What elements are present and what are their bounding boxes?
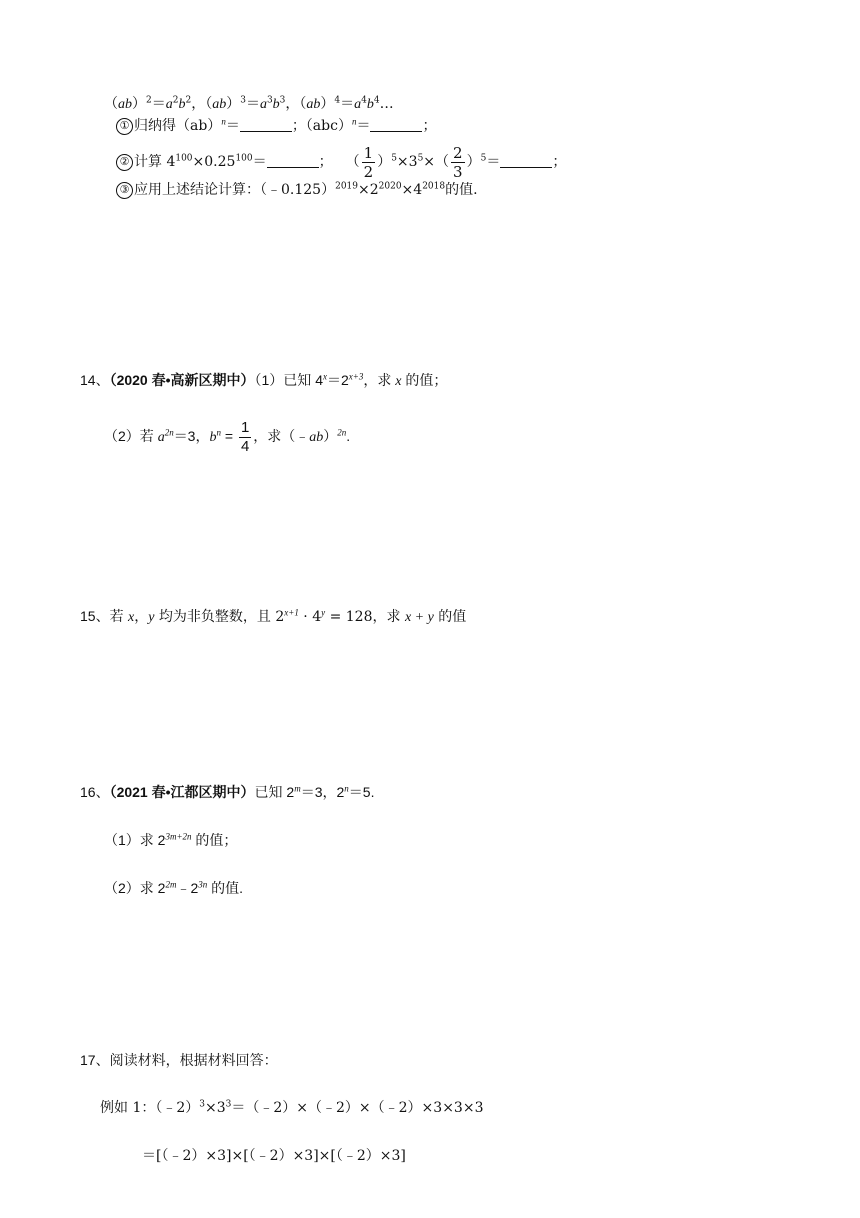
question-number: 14、: [80, 372, 110, 388]
answer-blank[interactable]: [500, 153, 552, 168]
item-2-text-d: ×3: [396, 154, 418, 170]
fraction-two-thirds: [451, 144, 465, 181]
q15-line: [80, 606, 466, 628]
q14-p2-sup-c: 2n: [337, 427, 347, 438]
q15-var-y: y: [148, 610, 155, 625]
item-1-text-c: ；（abc）: [291, 118, 352, 134]
item-3-text-d: 的值.: [445, 182, 478, 198]
question-number: 17、: [80, 1052, 110, 1068]
question-number: 15、: [80, 608, 110, 624]
item-1-text-a: 归纳得（ab）: [134, 118, 222, 134]
item-2-text-e: ×（: [423, 154, 450, 170]
q16-stem-c: ＝5.: [348, 784, 375, 800]
item-2-sup-a: 100: [175, 153, 193, 164]
q14-p2-e: ）: [323, 428, 338, 444]
q16-stem-a: 已知 2: [254, 784, 295, 800]
question-source: （2021 春•江都区期中）: [109, 784, 255, 800]
q15-f: 的值: [433, 609, 467, 625]
q16-stem-sup-b: n: [344, 783, 349, 794]
q16-p2-c: 的值.: [207, 880, 244, 896]
item-2-sup-d: 5: [417, 153, 424, 164]
q16-p1-sup: 3m+2n: [165, 831, 192, 842]
q14-p2-var-a: a: [157, 430, 165, 445]
item-2-text-b: ×0.25: [192, 154, 236, 170]
q17-line-3: [142, 1146, 406, 1166]
q14-line-1: [80, 370, 447, 392]
question-source: （2020 春•高新区期中）: [109, 372, 255, 388]
q14-p2-d: ，求（﹣: [253, 428, 310, 444]
q14-p1-var: x: [395, 374, 402, 389]
q14-p1-c: ，求: [363, 372, 396, 388]
q14-p1-sup-a: x: [322, 371, 327, 382]
item-3-text-b: ×2: [358, 182, 379, 198]
q16-p2-b: ﹣2: [176, 880, 199, 896]
q15-sup-b: y: [321, 607, 326, 618]
answer-blank[interactable]: [267, 153, 319, 168]
item-1-line: [116, 116, 436, 136]
q15-e: = 128，求: [325, 609, 405, 625]
q15-var-x: x: [128, 610, 135, 625]
item-2-text-f: ＝: [486, 154, 501, 170]
q14-p2-a: （2）若: [104, 428, 158, 444]
item-2-text-a: 计算 4: [134, 154, 176, 170]
q14-p1-sup-b: x+3: [348, 371, 364, 382]
q17-ex-b: ×3: [205, 1100, 226, 1116]
q14-p2-sup-b: n: [216, 427, 221, 438]
q17-line-2: [100, 1098, 483, 1118]
item-3-sup-c: 2018: [422, 181, 446, 192]
q16-p2-sup-b: 3n: [198, 879, 208, 890]
q16-stem-sup-a: m: [294, 783, 301, 794]
q15-b: ，: [134, 609, 149, 625]
item-2-sup-e: 5: [480, 153, 487, 164]
item-2-sep: ；: [318, 154, 333, 170]
q16-p2-a: （2）求 2: [104, 880, 166, 896]
item-2-marker: ②: [116, 154, 133, 171]
q15-sup-a: x+1: [284, 607, 299, 618]
q16-p2-sup-a: 2m: [165, 879, 177, 890]
fraction-denominator: 3: [453, 162, 463, 181]
q14-p2-var-b: b: [209, 430, 217, 445]
q15-var-xy: x + y: [404, 610, 434, 625]
item-1-marker: ①: [116, 118, 133, 135]
fraction-numerator: 1: [240, 418, 250, 436]
q14-line-2: [104, 414, 350, 460]
q17-ex-a: 例如 1：（﹣2）: [100, 1100, 200, 1116]
fraction-numerator: 2: [453, 143, 463, 162]
fraction-denominator: 2: [363, 162, 374, 181]
q14-p2-c: =: [220, 428, 237, 444]
q16-line-2: [104, 830, 237, 850]
q17-stem: 阅读材料，根据材料回答：: [109, 1052, 278, 1068]
fraction-one-quarter: [239, 419, 251, 456]
item-1-sup-b: n: [351, 116, 357, 127]
item-3-sup-a: 2019: [335, 181, 358, 192]
q15-c: 均为非负整数，且 2: [154, 609, 285, 625]
q14-p2-var-c: ab: [309, 430, 324, 445]
answer-blank[interactable]: [370, 117, 422, 132]
fraction-denominator: 4: [240, 437, 250, 455]
q16-line-3: [104, 878, 243, 898]
answer-blank[interactable]: [240, 117, 292, 132]
q15-d: · 4: [298, 609, 322, 625]
fraction-one-half: [362, 144, 376, 181]
fraction-numerator: 1: [363, 143, 374, 162]
item-3-text-c: ×4: [401, 182, 423, 198]
q14-p2-b: ＝3，: [173, 428, 210, 444]
q14-p2-f: .: [346, 428, 351, 444]
q17-ex-line2: ＝[（﹣2）×3]×[（﹣2）×3]×[（﹣2）×3]: [142, 1148, 406, 1164]
q17-line-1: [80, 1050, 278, 1070]
q17-ex-sup-a: 3: [199, 1099, 205, 1110]
q15-a: 若: [109, 609, 129, 625]
item-2-sup-c: 5: [391, 153, 397, 164]
item-3-marker: ③: [116, 182, 133, 199]
item-2-sup-b: 100: [235, 153, 253, 164]
q14-p1-d: 的值；: [401, 372, 448, 388]
q17-ex-sup-b: 3: [225, 1099, 232, 1110]
item-2-line: ② 计算 $4^{100}\times 0.25^{100}=$ ； （ $\frac{1}{2}$ ）$^5\times 3^5\times$（ $\frac{2}{3}$ ）$^5$＝ ；: [116, 140, 566, 184]
item-1-end: ；: [422, 118, 437, 134]
q16-line-1: [80, 782, 374, 802]
q16-p1-b: 的值；: [191, 832, 238, 848]
item-3-text-a: 应用上述结论计算：（﹣0.125）: [134, 182, 336, 198]
intro-pattern-line: $(ab)^2=a^2b^2$，$(ab)^3=a^3b^3$，$(ab)^4=a^4b^4\dots$: [104, 95, 394, 112]
q16-p1-a: （1）求 2: [104, 832, 166, 848]
q14-p2-sup-a: 2n: [164, 427, 174, 438]
item-3-sup-b: 2020: [378, 181, 402, 192]
item-2-end: ；: [552, 154, 567, 170]
q14-p1-a: （1）已知 4: [254, 372, 323, 388]
item-3-line: [116, 180, 478, 200]
q14-p1-b: ＝2: [326, 372, 349, 388]
question-number: 16、: [80, 784, 110, 800]
item-1-text-b: ＝: [225, 118, 240, 134]
item-1-sup-a: n: [221, 116, 226, 127]
q16-stem-b: ＝3，2: [300, 784, 345, 800]
item-1-text-d: ＝: [356, 118, 371, 134]
item-2-text-c: ＝: [252, 154, 267, 170]
q17-ex-c: ＝（﹣2）×（﹣2）×（﹣2）×3×3×3: [231, 1100, 484, 1116]
